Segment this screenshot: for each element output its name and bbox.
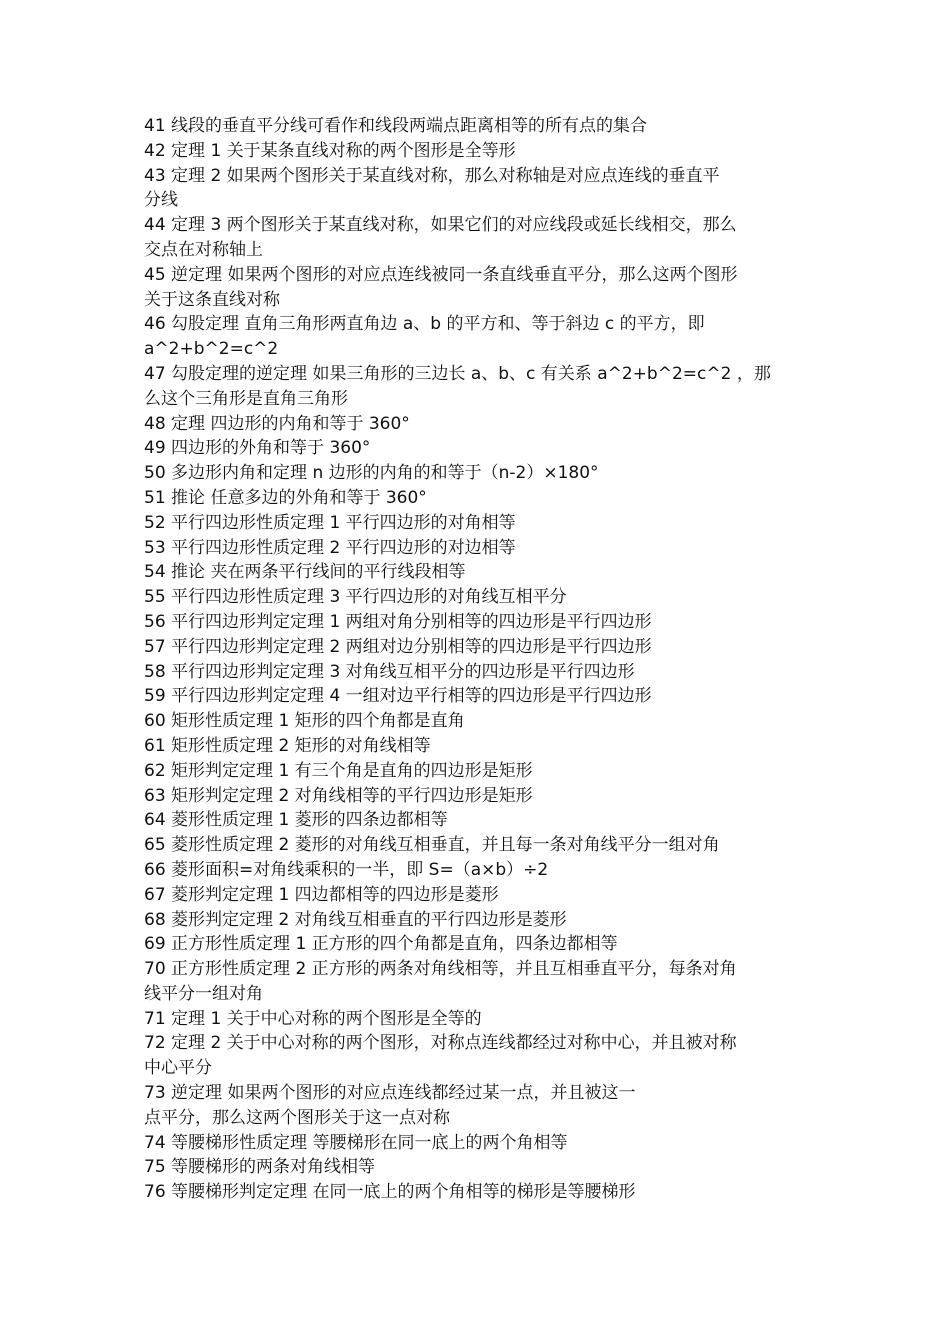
text-line: 线平分一组对角 <box>144 983 263 1004</box>
text-line: 53 平行四边形性质定理 2 平行四边形的对边相等 <box>144 537 516 558</box>
text-line: 66 菱形面积=对角线乘积的一半，即 S=（a×b）÷2 <box>144 859 549 880</box>
text-line: 60 矩形性质定理 1 矩形的四个角都是直角 <box>144 711 465 732</box>
text-line: 45 逆定理 如果两个图形的对应点连线被同一条直线垂直平分，那么这两个图形 <box>144 264 738 285</box>
text-line: 68 菱形判定定理 2 对角线互相垂直的平行四边形是菱形 <box>144 909 567 930</box>
text-line: 42 定理 1 关于某条直线对称的两个图形是全等形 <box>144 140 516 161</box>
text-line: 73 逆定理 如果两个图形的对应点连线都经过某一点，并且被这一 <box>144 1083 636 1104</box>
text-line: 75 等腰梯形的两条对角线相等 <box>144 1157 376 1178</box>
text-line: 71 定理 1 关于中心对称的两个图形是全等的 <box>144 1008 482 1029</box>
text-line: 62 矩形判定定理 1 有三个角是直角的四边形是矩形 <box>144 760 533 781</box>
text-line: 64 菱形性质定理 1 菱形的四条边都相等 <box>144 810 448 831</box>
text-line: 63 矩形判定定理 2 对角线相等的平行四边形是矩形 <box>144 785 533 806</box>
text-line: 55 平行四边形性质定理 3 平行四边形的对角线互相平分 <box>144 587 567 608</box>
text-line: 51 推论 任意多边的外角和等于 360° <box>144 487 427 508</box>
text-line: 61 矩形性质定理 2 矩形的对角线相等 <box>144 735 431 756</box>
document-body <box>144 114 812 1205</box>
text-line: 41 线段的垂直平分线可看作和线段两端点距离相等的所有点的集合 <box>144 116 648 136</box>
text-line: 57 平行四边形判定定理 2 两组对边分别相等的四边形是平行四边形 <box>144 636 652 657</box>
text-line: 69 正方形性质定理 1 正方形的四个角都是直角，四条边都相等 <box>144 934 618 955</box>
text-line: 么这个三角形是直角三角形 <box>144 388 348 409</box>
text-line: 72 定理 2 关于中心对称的两个图形，对称点连线都经过对称中心，并且被对称 <box>144 1033 737 1054</box>
text-line: 43 定理 2 如果两个图形关于某直线对称，那么对称轴是对应点连线的垂直平 <box>144 165 720 186</box>
text-line: a^2+b^2=c^2 <box>144 339 279 360</box>
text-line: 50 多边形内角和定理 n 边形的内角的和等于（n-2）×180° <box>144 463 599 484</box>
text-line: 54 推论 夹在两条平行线间的平行线段相等 <box>144 562 466 583</box>
text-line: 49 四边形的外角和等于 360° <box>144 438 371 459</box>
text-line: 56 平行四边形判定定理 1 两组对角分别相等的四边形是平行四边形 <box>144 611 652 632</box>
text-line: 58 平行四边形判定定理 3 对角线互相平分的四边形是平行四边形 <box>144 661 635 682</box>
text-line: 70 正方形性质定理 2 正方形的两条对角线相等，并且互相垂直平分，每条对角 <box>144 959 737 980</box>
text-line: 48 定理 四边形的内角和等于 360° <box>144 413 410 434</box>
text-line: 交点在对称轴上 <box>144 239 263 260</box>
text-line: 中心平分 <box>144 1058 212 1079</box>
text-line: 分线 <box>144 190 178 211</box>
text-line: 44 定理 3 两个图形关于某直线对称，如果它们的对应线段或延长线相交，那么 <box>144 215 737 236</box>
text-line: 65 菱形性质定理 2 菱形的对角线互相垂直，并且每一条对角线平分一组对角 <box>144 835 720 856</box>
text-line: 关于这条直线对称 <box>144 289 280 310</box>
text-line: 点平分，那么这两个图形关于这一点对称 <box>144 1107 450 1128</box>
text-line: 47 勾股定理的逆定理 如果三角形的三边长 a、b、c 有关系 a^2+b^2=c^2 ，那 <box>144 363 771 384</box>
text-line: 67 菱形判定定理 1 四边都相等的四边形是菱形 <box>144 884 499 905</box>
text-line: 52 平行四边形性质定理 1 平行四边形的对角相等 <box>144 512 516 533</box>
text-line: 59 平行四边形判定定理 4 一组对边平行相等的四边形是平行四边形 <box>144 686 652 707</box>
text-line: 74 等腰梯形性质定理 等腰梯形在同一底上的两个角相等 <box>144 1132 568 1153</box>
text-line: 76 等腰梯形判定定理 在同一底上的两个角相等的梯形是等腰梯形 <box>144 1182 636 1203</box>
text-line: 46 勾股定理 直角三角形两直角边 a、b 的平方和、等于斜边 c 的平方，即 <box>144 314 705 335</box>
